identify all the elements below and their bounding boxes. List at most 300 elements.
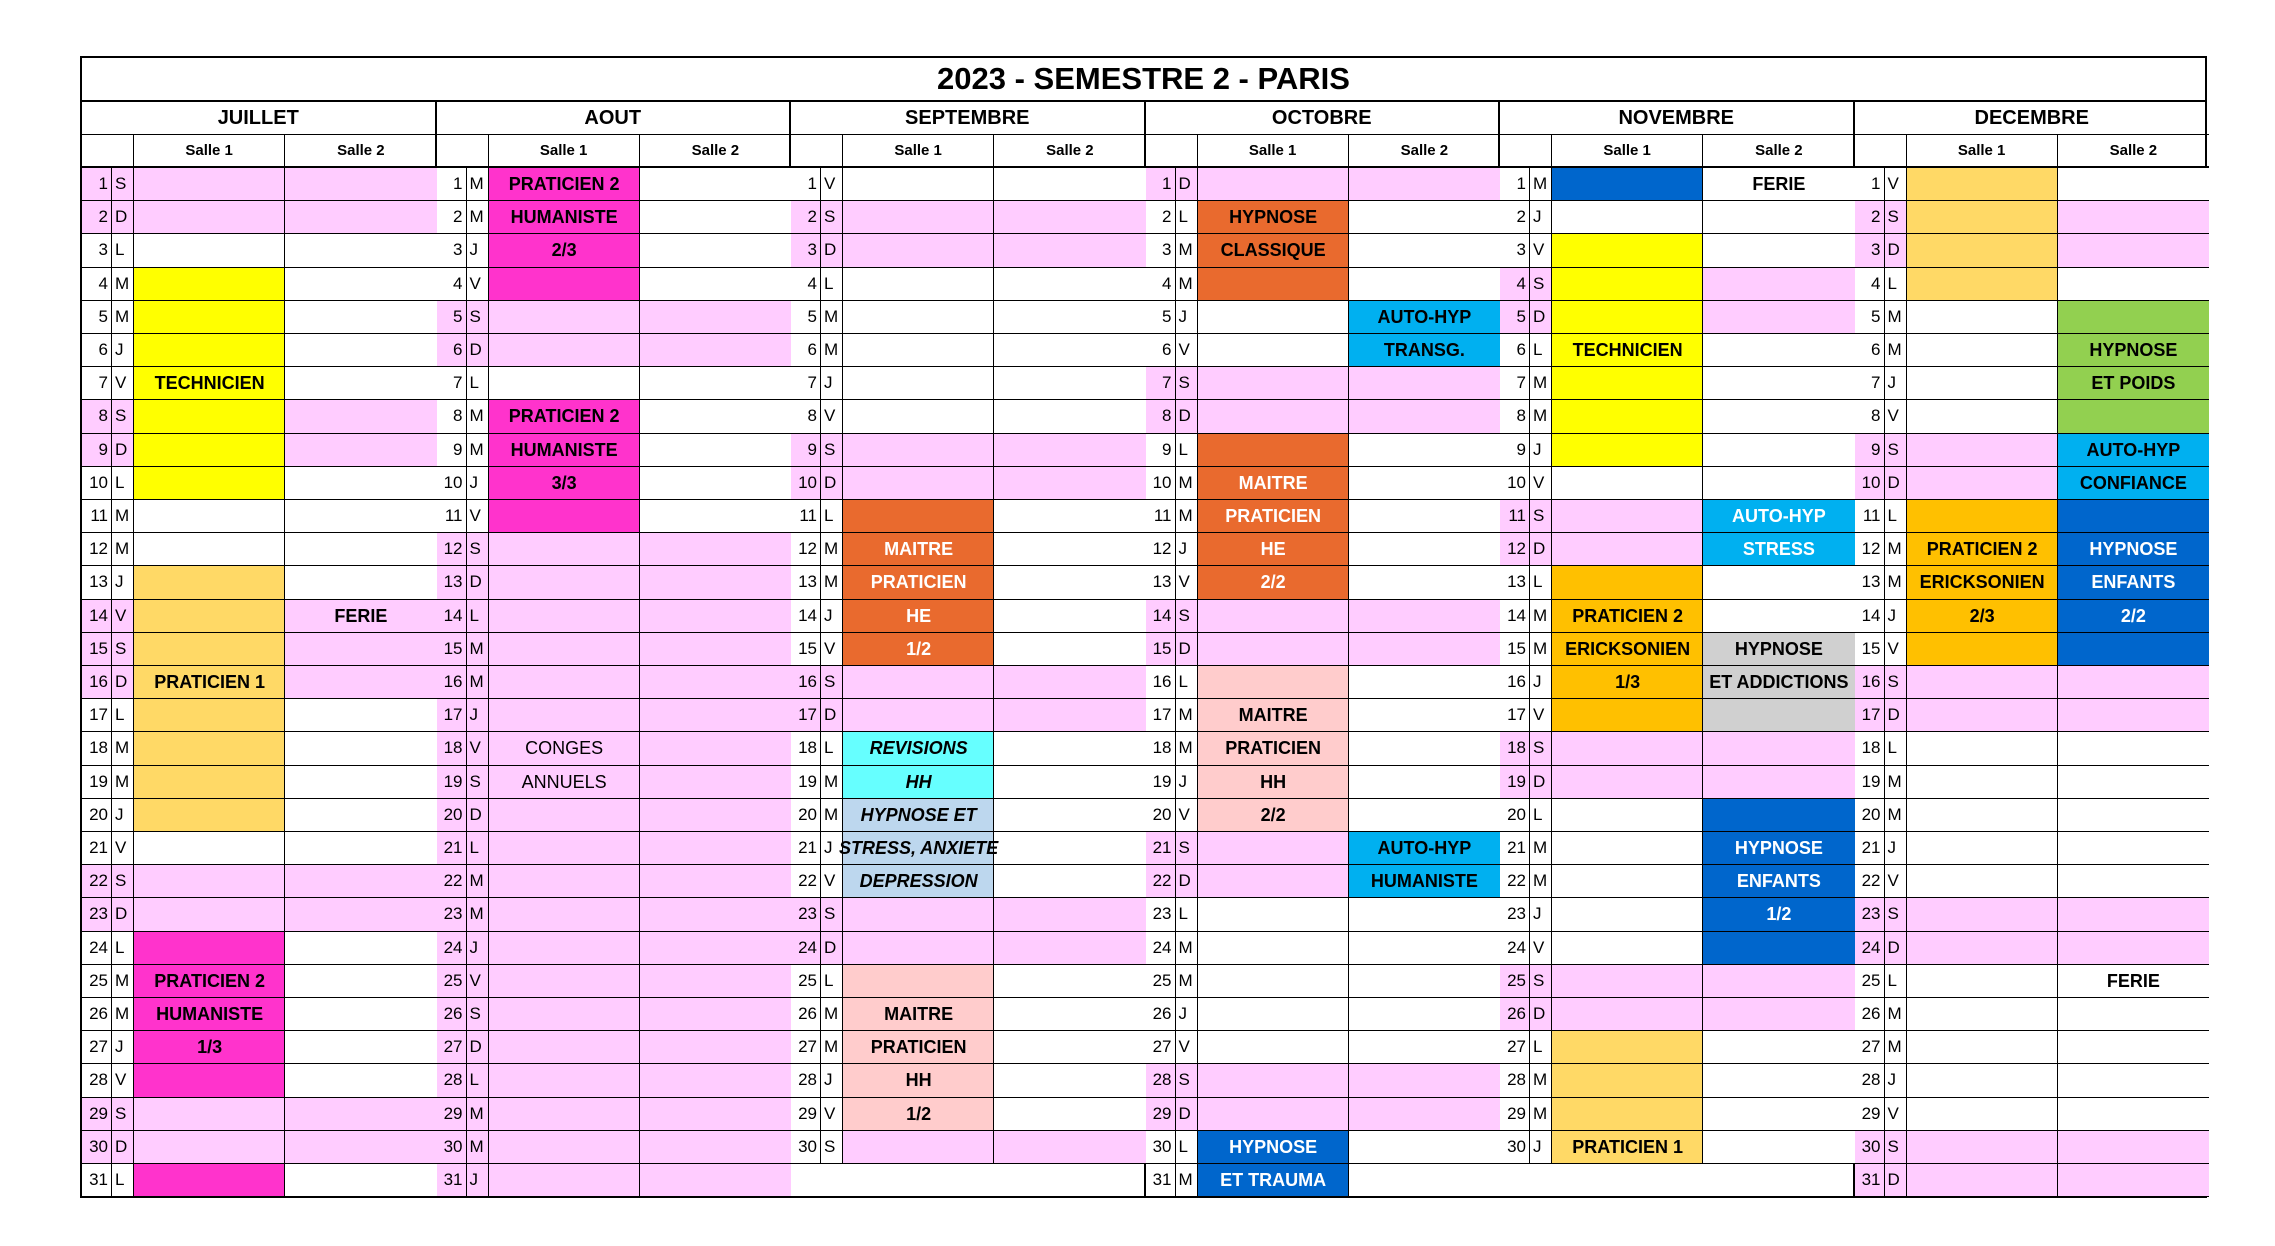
salle-2-cell[interactable] xyxy=(994,666,1145,699)
salle-1-cell[interactable] xyxy=(134,500,285,533)
salle-2-cell[interactable] xyxy=(285,965,436,998)
salle-2-cell[interactable] xyxy=(285,566,436,599)
salle-2-cell[interactable] xyxy=(2058,334,2209,367)
salle-2-cell[interactable] xyxy=(640,533,791,566)
salle-1-cell[interactable] xyxy=(1552,832,1703,865)
salle-2-cell[interactable] xyxy=(1349,467,1500,500)
salle-2-cell[interactable] xyxy=(994,1098,1145,1131)
salle-1-cell[interactable] xyxy=(1552,699,1703,732)
salle-1-cell[interactable] xyxy=(1907,334,2058,367)
salle-1-cell[interactable] xyxy=(489,666,640,699)
salle-1-cell[interactable] xyxy=(134,1031,285,1064)
salle-1-cell[interactable] xyxy=(843,600,994,633)
salle-2-cell[interactable] xyxy=(285,367,436,400)
salle-1-cell[interactable] xyxy=(489,998,640,1031)
salle-2-cell[interactable] xyxy=(1349,732,1500,765)
salle-1-cell[interactable] xyxy=(843,500,994,533)
salle-2-cell[interactable] xyxy=(1703,268,1854,301)
salle-1-cell[interactable] xyxy=(843,367,994,400)
salle-2-cell[interactable] xyxy=(1703,633,1854,666)
salle-2-cell[interactable] xyxy=(994,334,1145,367)
salle-2-cell[interactable] xyxy=(285,1131,436,1164)
salle-1-cell[interactable] xyxy=(1552,600,1703,633)
salle-1-cell[interactable] xyxy=(1198,699,1349,732)
salle-2-cell[interactable] xyxy=(2058,500,2209,533)
salle-1-cell[interactable] xyxy=(843,334,994,367)
salle-1-cell[interactable] xyxy=(489,732,640,765)
salle-2-cell[interactable] xyxy=(2058,268,2209,301)
salle-2-cell[interactable] xyxy=(2058,301,2209,334)
salle-2-cell[interactable] xyxy=(640,467,791,500)
salle-1-cell[interactable] xyxy=(1198,1064,1349,1097)
salle-1-cell[interactable] xyxy=(843,898,994,931)
salle-2-cell[interactable] xyxy=(1349,400,1500,433)
salle-2-cell[interactable] xyxy=(1349,1064,1500,1097)
salle-1-cell[interactable] xyxy=(843,965,994,998)
salle-2-cell[interactable] xyxy=(1703,400,1854,433)
salle-2-cell[interactable] xyxy=(640,201,791,234)
salle-2-cell[interactable] xyxy=(285,699,436,732)
salle-2-cell[interactable] xyxy=(1349,234,1500,267)
salle-2-cell[interactable] xyxy=(285,865,436,898)
salle-1-cell[interactable] xyxy=(134,633,285,666)
salle-1-cell[interactable] xyxy=(1552,168,1703,201)
salle-2-cell[interactable] xyxy=(640,865,791,898)
salle-2-cell[interactable] xyxy=(285,1064,436,1097)
salle-1-cell[interactable] xyxy=(843,633,994,666)
salle-2-cell[interactable] xyxy=(1703,334,1854,367)
salle-2-cell[interactable] xyxy=(640,1031,791,1064)
salle-1-cell[interactable] xyxy=(1907,699,2058,732)
salle-1-cell[interactable] xyxy=(1552,400,1703,433)
salle-2-cell[interactable] xyxy=(285,500,436,533)
salle-1-cell[interactable] xyxy=(134,367,285,400)
salle-2-cell[interactable] xyxy=(640,268,791,301)
salle-2-cell[interactable] xyxy=(994,533,1145,566)
salle-1-cell[interactable] xyxy=(134,434,285,467)
salle-1-cell[interactable] xyxy=(1198,334,1349,367)
salle-2-cell[interactable] xyxy=(994,766,1145,799)
salle-2-cell[interactable] xyxy=(1349,965,1500,998)
salle-2-cell[interactable] xyxy=(2058,898,2209,931)
salle-1-cell[interactable] xyxy=(843,1064,994,1097)
salle-1-cell[interactable] xyxy=(1198,998,1349,1031)
salle-2-cell[interactable] xyxy=(1349,865,1500,898)
salle-2-cell[interactable] xyxy=(1703,1064,1854,1097)
salle-2-cell[interactable] xyxy=(285,467,436,500)
salle-2-cell[interactable] xyxy=(1703,699,1854,732)
salle-1-cell[interactable] xyxy=(1552,566,1703,599)
salle-2-cell[interactable] xyxy=(2058,467,2209,500)
salle-2-cell[interactable] xyxy=(640,965,791,998)
salle-1-cell[interactable] xyxy=(489,699,640,732)
salle-2-cell[interactable] xyxy=(1349,998,1500,1031)
salle-1-cell[interactable] xyxy=(1198,400,1349,433)
salle-2-cell[interactable] xyxy=(1703,898,1854,931)
salle-1-cell[interactable] xyxy=(1552,865,1703,898)
salle-1-cell[interactable] xyxy=(1198,865,1349,898)
salle-1-cell[interactable] xyxy=(489,932,640,965)
salle-2-cell[interactable] xyxy=(285,832,436,865)
salle-1-cell[interactable] xyxy=(1198,766,1349,799)
salle-1-cell[interactable] xyxy=(1907,1164,2058,1197)
salle-2-cell[interactable] xyxy=(640,699,791,732)
salle-1-cell[interactable] xyxy=(489,1031,640,1064)
salle-2-cell[interactable] xyxy=(2058,732,2209,765)
salle-1-cell[interactable] xyxy=(1907,998,2058,1031)
salle-2-cell[interactable] xyxy=(994,699,1145,732)
salle-2-cell[interactable] xyxy=(1703,467,1854,500)
salle-2-cell[interactable] xyxy=(2058,666,2209,699)
salle-1-cell[interactable] xyxy=(134,1064,285,1097)
salle-2-cell[interactable] xyxy=(640,400,791,433)
salle-2-cell[interactable] xyxy=(2058,201,2209,234)
salle-1-cell[interactable] xyxy=(489,832,640,865)
salle-2-cell[interactable] xyxy=(640,898,791,931)
salle-1-cell[interactable] xyxy=(134,766,285,799)
salle-2-cell[interactable] xyxy=(2058,932,2209,965)
salle-1-cell[interactable] xyxy=(489,533,640,566)
salle-2-cell[interactable] xyxy=(640,732,791,765)
salle-2-cell[interactable] xyxy=(640,500,791,533)
salle-2-cell[interactable] xyxy=(2058,367,2209,400)
salle-1-cell[interactable] xyxy=(843,400,994,433)
salle-2-cell[interactable] xyxy=(640,234,791,267)
salle-1-cell[interactable] xyxy=(1907,566,2058,599)
salle-2-cell[interactable] xyxy=(1703,998,1854,1031)
salle-2-cell[interactable] xyxy=(1349,1098,1500,1131)
salle-1-cell[interactable] xyxy=(1552,898,1703,931)
salle-2-cell[interactable] xyxy=(285,633,436,666)
salle-1-cell[interactable] xyxy=(1198,898,1349,931)
salle-2-cell[interactable] xyxy=(1703,301,1854,334)
salle-2-cell[interactable] xyxy=(1349,898,1500,931)
salle-2-cell[interactable] xyxy=(1349,1031,1500,1064)
salle-1-cell[interactable] xyxy=(489,334,640,367)
salle-1-cell[interactable] xyxy=(1907,832,2058,865)
salle-1-cell[interactable] xyxy=(134,566,285,599)
salle-1-cell[interactable] xyxy=(134,1131,285,1164)
salle-1-cell[interactable] xyxy=(843,799,994,832)
salle-1-cell[interactable] xyxy=(489,766,640,799)
salle-2-cell[interactable] xyxy=(2058,998,2209,1031)
salle-2-cell[interactable] xyxy=(640,168,791,201)
salle-1-cell[interactable] xyxy=(1907,533,2058,566)
salle-2-cell[interactable] xyxy=(994,1031,1145,1064)
salle-1-cell[interactable] xyxy=(1552,500,1703,533)
salle-1-cell[interactable] xyxy=(489,201,640,234)
salle-1-cell[interactable] xyxy=(843,434,994,467)
salle-1-cell[interactable] xyxy=(1907,898,2058,931)
salle-2-cell[interactable] xyxy=(285,234,436,267)
salle-1-cell[interactable] xyxy=(1907,168,2058,201)
salle-1-cell[interactable] xyxy=(489,1098,640,1131)
salle-1-cell[interactable] xyxy=(1552,1098,1703,1131)
salle-2-cell[interactable] xyxy=(994,1064,1145,1097)
salle-2-cell[interactable] xyxy=(285,600,436,633)
salle-2-cell[interactable] xyxy=(1703,1098,1854,1131)
salle-2-cell[interactable] xyxy=(2058,1064,2209,1097)
salle-1-cell[interactable] xyxy=(1907,865,2058,898)
salle-1-cell[interactable] xyxy=(1907,633,2058,666)
salle-2-cell[interactable] xyxy=(2058,1098,2209,1131)
salle-1-cell[interactable] xyxy=(1198,566,1349,599)
salle-2-cell[interactable] xyxy=(640,1064,791,1097)
salle-1-cell[interactable] xyxy=(134,600,285,633)
salle-1-cell[interactable] xyxy=(1198,965,1349,998)
salle-1-cell[interactable] xyxy=(134,400,285,433)
salle-2-cell[interactable] xyxy=(994,168,1145,201)
salle-1-cell[interactable] xyxy=(1198,666,1349,699)
salle-1-cell[interactable] xyxy=(1198,367,1349,400)
salle-2-cell[interactable] xyxy=(1349,500,1500,533)
salle-2-cell[interactable] xyxy=(640,666,791,699)
salle-2-cell[interactable] xyxy=(2058,865,2209,898)
salle-1-cell[interactable] xyxy=(489,434,640,467)
salle-1-cell[interactable] xyxy=(1907,600,2058,633)
salle-1-cell[interactable] xyxy=(843,666,994,699)
salle-2-cell[interactable] xyxy=(1703,766,1854,799)
salle-1-cell[interactable] xyxy=(489,865,640,898)
salle-2-cell[interactable] xyxy=(285,732,436,765)
salle-1-cell[interactable] xyxy=(134,467,285,500)
salle-2-cell[interactable] xyxy=(994,566,1145,599)
salle-1-cell[interactable] xyxy=(1198,600,1349,633)
salle-2-cell[interactable] xyxy=(1703,732,1854,765)
salle-2-cell[interactable] xyxy=(2058,965,2209,998)
salle-1-cell[interactable] xyxy=(1552,301,1703,334)
salle-1-cell[interactable] xyxy=(1907,367,2058,400)
salle-1-cell[interactable] xyxy=(1907,467,2058,500)
salle-2-cell[interactable] xyxy=(640,1098,791,1131)
salle-2-cell[interactable] xyxy=(640,301,791,334)
salle-2-cell[interactable] xyxy=(994,998,1145,1031)
salle-1-cell[interactable] xyxy=(1552,965,1703,998)
salle-2-cell[interactable] xyxy=(994,434,1145,467)
salle-1-cell[interactable] xyxy=(843,832,994,865)
salle-2-cell[interactable] xyxy=(285,268,436,301)
salle-1-cell[interactable] xyxy=(134,334,285,367)
salle-1-cell[interactable] xyxy=(1552,334,1703,367)
salle-2-cell[interactable] xyxy=(2058,566,2209,599)
salle-2-cell[interactable] xyxy=(2058,400,2209,433)
salle-2-cell[interactable] xyxy=(640,799,791,832)
salle-1-cell[interactable] xyxy=(1907,932,2058,965)
salle-2-cell[interactable] xyxy=(285,168,436,201)
salle-2-cell[interactable] xyxy=(1703,234,1854,267)
salle-1-cell[interactable] xyxy=(843,766,994,799)
salle-2-cell[interactable] xyxy=(2058,1164,2209,1197)
salle-2-cell[interactable] xyxy=(2058,1131,2209,1164)
salle-2-cell[interactable] xyxy=(2058,600,2209,633)
salle-1-cell[interactable] xyxy=(1552,234,1703,267)
salle-1-cell[interactable] xyxy=(1907,201,2058,234)
salle-1-cell[interactable] xyxy=(1198,1031,1349,1064)
salle-2-cell[interactable] xyxy=(1703,1131,1854,1164)
salle-1-cell[interactable] xyxy=(1198,533,1349,566)
salle-1-cell[interactable] xyxy=(1198,268,1349,301)
salle-1-cell[interactable] xyxy=(134,832,285,865)
salle-1-cell[interactable] xyxy=(843,932,994,965)
salle-2-cell[interactable] xyxy=(1349,434,1500,467)
salle-1-cell[interactable] xyxy=(843,201,994,234)
salle-1-cell[interactable] xyxy=(134,301,285,334)
salle-1-cell[interactable] xyxy=(1552,434,1703,467)
salle-2-cell[interactable] xyxy=(2058,434,2209,467)
salle-1-cell[interactable] xyxy=(1198,201,1349,234)
salle-1-cell[interactable] xyxy=(1198,732,1349,765)
salle-1-cell[interactable] xyxy=(1552,633,1703,666)
salle-1-cell[interactable] xyxy=(489,467,640,500)
salle-1-cell[interactable] xyxy=(843,732,994,765)
salle-2-cell[interactable] xyxy=(1349,1164,1500,1197)
salle-2-cell[interactable] xyxy=(1349,699,1500,732)
salle-1-cell[interactable] xyxy=(489,301,640,334)
salle-1-cell[interactable] xyxy=(1907,1131,2058,1164)
salle-2-cell[interactable] xyxy=(1703,434,1854,467)
salle-1-cell[interactable] xyxy=(489,168,640,201)
salle-2-cell[interactable] xyxy=(1703,666,1854,699)
salle-1-cell[interactable] xyxy=(134,234,285,267)
salle-2-cell[interactable] xyxy=(2058,533,2209,566)
salle-2-cell[interactable] xyxy=(1703,500,1854,533)
salle-2-cell[interactable] xyxy=(1703,965,1854,998)
salle-2-cell[interactable] xyxy=(994,1131,1145,1164)
salle-2-cell[interactable] xyxy=(1703,533,1854,566)
salle-2-cell[interactable] xyxy=(285,1098,436,1131)
salle-1-cell[interactable] xyxy=(134,799,285,832)
salle-2-cell[interactable] xyxy=(994,898,1145,931)
salle-2-cell[interactable] xyxy=(994,400,1145,433)
salle-1-cell[interactable] xyxy=(843,998,994,1031)
salle-2-cell[interactable] xyxy=(1703,367,1854,400)
salle-1-cell[interactable] xyxy=(134,1098,285,1131)
salle-2-cell[interactable] xyxy=(285,400,436,433)
salle-2-cell[interactable] xyxy=(285,301,436,334)
salle-2-cell[interactable] xyxy=(1349,1131,1500,1164)
salle-2-cell[interactable] xyxy=(1703,600,1854,633)
salle-1-cell[interactable] xyxy=(1907,500,2058,533)
salle-2-cell[interactable] xyxy=(2058,799,2209,832)
salle-1-cell[interactable] xyxy=(1552,533,1703,566)
salle-2-cell[interactable] xyxy=(285,932,436,965)
salle-2-cell[interactable] xyxy=(640,1131,791,1164)
salle-1-cell[interactable] xyxy=(1552,268,1703,301)
salle-1-cell[interactable] xyxy=(1552,1031,1703,1064)
salle-2-cell[interactable] xyxy=(994,732,1145,765)
salle-2-cell[interactable] xyxy=(1703,832,1854,865)
salle-2-cell[interactable] xyxy=(640,367,791,400)
salle-2-cell[interactable] xyxy=(1349,633,1500,666)
salle-1-cell[interactable] xyxy=(134,865,285,898)
salle-1-cell[interactable] xyxy=(489,799,640,832)
salle-2-cell[interactable] xyxy=(1349,334,1500,367)
salle-2-cell[interactable] xyxy=(1349,932,1500,965)
salle-1-cell[interactable] xyxy=(843,467,994,500)
salle-2-cell[interactable] xyxy=(994,201,1145,234)
salle-1-cell[interactable] xyxy=(843,301,994,334)
salle-1-cell[interactable] xyxy=(489,1064,640,1097)
salle-2-cell[interactable] xyxy=(1703,168,1854,201)
salle-1-cell[interactable] xyxy=(489,500,640,533)
salle-1-cell[interactable] xyxy=(489,965,640,998)
salle-2-cell[interactable] xyxy=(2058,234,2209,267)
salle-2-cell[interactable] xyxy=(2058,766,2209,799)
salle-2-cell[interactable] xyxy=(640,832,791,865)
salle-1-cell[interactable] xyxy=(843,1131,994,1164)
salle-1-cell[interactable] xyxy=(134,998,285,1031)
salle-1-cell[interactable] xyxy=(134,699,285,732)
salle-2-cell[interactable] xyxy=(1349,367,1500,400)
salle-1-cell[interactable] xyxy=(1907,268,2058,301)
salle-1-cell[interactable] xyxy=(489,1164,640,1197)
salle-1-cell[interactable] xyxy=(1552,367,1703,400)
salle-1-cell[interactable] xyxy=(1552,998,1703,1031)
salle-1-cell[interactable] xyxy=(1198,832,1349,865)
salle-1-cell[interactable] xyxy=(1907,666,2058,699)
salle-1-cell[interactable] xyxy=(134,932,285,965)
salle-1-cell[interactable] xyxy=(1907,1031,2058,1064)
salle-1-cell[interactable] xyxy=(1907,766,2058,799)
salle-1-cell[interactable] xyxy=(843,268,994,301)
salle-1-cell[interactable] xyxy=(1907,732,2058,765)
salle-2-cell[interactable] xyxy=(994,965,1145,998)
salle-1-cell[interactable] xyxy=(1552,732,1703,765)
salle-2-cell[interactable] xyxy=(994,234,1145,267)
salle-2-cell[interactable] xyxy=(1703,566,1854,599)
salle-2-cell[interactable] xyxy=(640,566,791,599)
salle-2-cell[interactable] xyxy=(994,367,1145,400)
salle-1-cell[interactable] xyxy=(134,168,285,201)
salle-1-cell[interactable] xyxy=(1198,799,1349,832)
salle-2-cell[interactable] xyxy=(994,832,1145,865)
salle-2-cell[interactable] xyxy=(285,434,436,467)
salle-1-cell[interactable] xyxy=(1552,666,1703,699)
salle-2-cell[interactable] xyxy=(2058,168,2209,201)
salle-1-cell[interactable] xyxy=(1907,1098,2058,1131)
salle-2-cell[interactable] xyxy=(2058,1031,2209,1064)
salle-2-cell[interactable] xyxy=(285,666,436,699)
salle-2-cell[interactable] xyxy=(1349,832,1500,865)
salle-2-cell[interactable] xyxy=(1349,766,1500,799)
salle-2-cell[interactable] xyxy=(994,600,1145,633)
salle-1-cell[interactable] xyxy=(1198,168,1349,201)
salle-2-cell[interactable] xyxy=(285,766,436,799)
salle-2-cell[interactable] xyxy=(285,1164,436,1197)
salle-1-cell[interactable] xyxy=(1552,1131,1703,1164)
salle-2-cell[interactable] xyxy=(640,1164,791,1197)
salle-1-cell[interactable] xyxy=(1198,1131,1349,1164)
salle-1-cell[interactable] xyxy=(489,898,640,931)
salle-2-cell[interactable] xyxy=(994,799,1145,832)
salle-1-cell[interactable] xyxy=(1198,467,1349,500)
salle-2-cell[interactable] xyxy=(1703,201,1854,234)
salle-1-cell[interactable] xyxy=(1198,234,1349,267)
salle-2-cell[interactable] xyxy=(1703,932,1854,965)
salle-2-cell[interactable] xyxy=(2058,699,2209,732)
salle-1-cell[interactable] xyxy=(1198,301,1349,334)
salle-1-cell[interactable] xyxy=(134,1164,285,1197)
salle-1-cell[interactable] xyxy=(1907,799,2058,832)
salle-1-cell[interactable] xyxy=(843,168,994,201)
salle-1-cell[interactable] xyxy=(1907,434,2058,467)
salle-1-cell[interactable] xyxy=(843,1098,994,1131)
salle-1-cell[interactable] xyxy=(489,1131,640,1164)
salle-1-cell[interactable] xyxy=(1552,1064,1703,1097)
salle-2-cell[interactable] xyxy=(640,434,791,467)
salle-1-cell[interactable] xyxy=(134,201,285,234)
salle-2-cell[interactable] xyxy=(285,1031,436,1064)
